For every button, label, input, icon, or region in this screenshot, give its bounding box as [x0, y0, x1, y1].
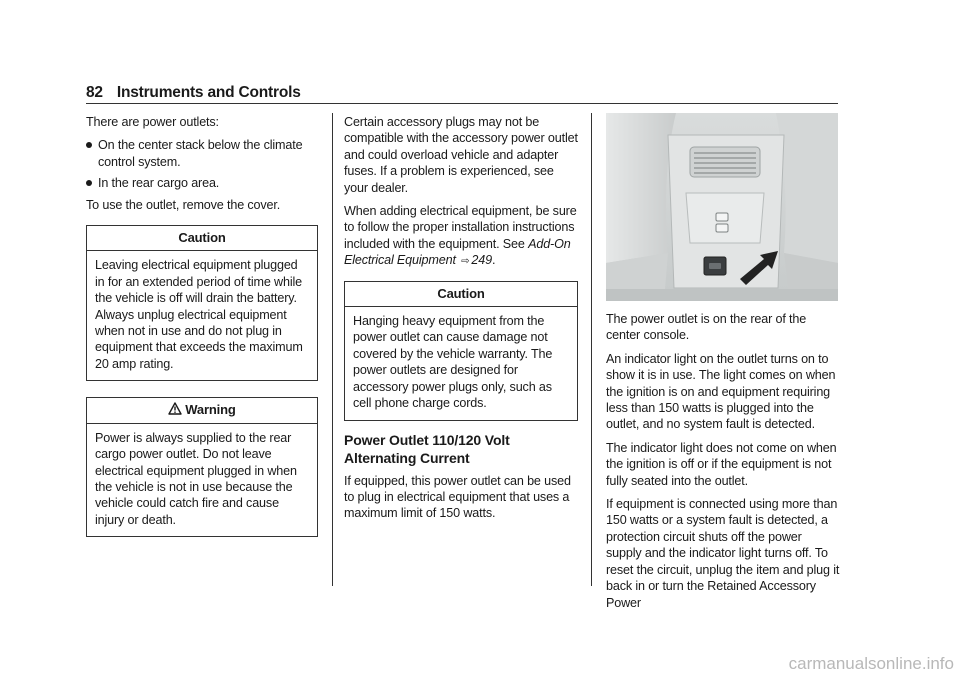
- column-2: [344, 114, 578, 529]
- page-number: 82: [86, 84, 103, 101]
- caution-text-2: Hanging heavy equipment from the power outlet can cause damage not covered by the vehicle warranty. The power outlets are designed for accessory power plugs only, such as cell phone charge cords.: [353, 314, 553, 411]
- page-ref-number[interactable]: 249: [471, 253, 492, 268]
- warning-box: [86, 397, 318, 537]
- outlet-location-text: The power outlet is on the rear of the center console.: [606, 312, 807, 343]
- addon-electrical-link[interactable]: Add-On Electrical Equipment: [344, 236, 571, 268]
- caution-box: [86, 225, 318, 381]
- bullet-item: In the rear cargo area.: [86, 175, 318, 191]
- header-rule: [86, 103, 838, 104]
- warning-header: [87, 398, 317, 423]
- column-divider-1: [332, 113, 333, 586]
- column-1: [86, 114, 318, 547]
- caution-box-2: [344, 281, 578, 421]
- caution-text: Leaving electrical equipment plugged in for an extended period of time while the vehicle is off will drain the battery. Always unplug electrical equipment when not in use and do not plug in equipment that exceeds the maximum 20 amp rating.: [95, 258, 303, 371]
- page-header: [86, 84, 838, 102]
- bullet-dot-icon: [86, 180, 92, 186]
- caution-title-2: Caution: [345, 282, 577, 307]
- indicator-on-text: An indicator light on the outlet turns on to show it is in use. The light comes on when the ignition is on and equipment requiring less than 150 watts is plugged into the outlet, and no system fault is detected.: [606, 351, 836, 432]
- caution-title: Caution: [87, 226, 317, 251]
- column-divider-2: [591, 113, 592, 586]
- section-subheading: Power Outlet 110/120 Volt Alternating Current: [344, 431, 510, 466]
- bullet-item: On the center stack below the climate control system.: [86, 137, 318, 170]
- instruction-text: To use the outlet, remove the cover.: [86, 197, 281, 212]
- warning-icon: [168, 402, 182, 415]
- compatibility-text: Certain accessory plugs may not be compatible with the accessory power outlet and could overload vehicle and adapter fuses. If a problem is experienced, see your dealer.: [344, 115, 578, 195]
- section-title: Instruments and Controls: [116, 84, 301, 101]
- equipped-text: If equipped, this power outlet can be used to plug in electrical equipment that uses a maximum limit of 150 watts.: [344, 473, 571, 521]
- power-outlet-photo: [606, 113, 838, 301]
- column-3: [606, 311, 840, 618]
- page-ref-arrow-icon: ⇨: [461, 256, 470, 268]
- warning-text: Power is always supplied to the rear cargo power outlet. Do not leave electrical equipment plugged in when the vehicle is not in use because the vehicle could catch fire and cause injury or death.: [95, 430, 297, 527]
- warning-title: Warning: [185, 402, 236, 418]
- indicator-off-text: The indicator light does not come on when the ignition is off or if the equipment is not fully seated into the outlet.: [606, 440, 837, 488]
- bullet-dot-icon: [86, 142, 92, 148]
- installation-text: When adding electrical equipment, be sure to follow the proper installation instructions included with the equipment. See Add-On Electrical Equipment ⇨ 249.: [344, 203, 578, 271]
- intro-text: There are power outlets:: [86, 115, 219, 129]
- protection-circuit-text: If equipment is connected using more than 150 watts or a system fault is detected, a protection circuit shuts off the power supply and the indicator light turns off. To reset the circuit, unplug the item and plug it back in or turn the Retained Accessory Power: [606, 497, 840, 610]
- watermark: carmanualsonline.info: [788, 654, 954, 673]
